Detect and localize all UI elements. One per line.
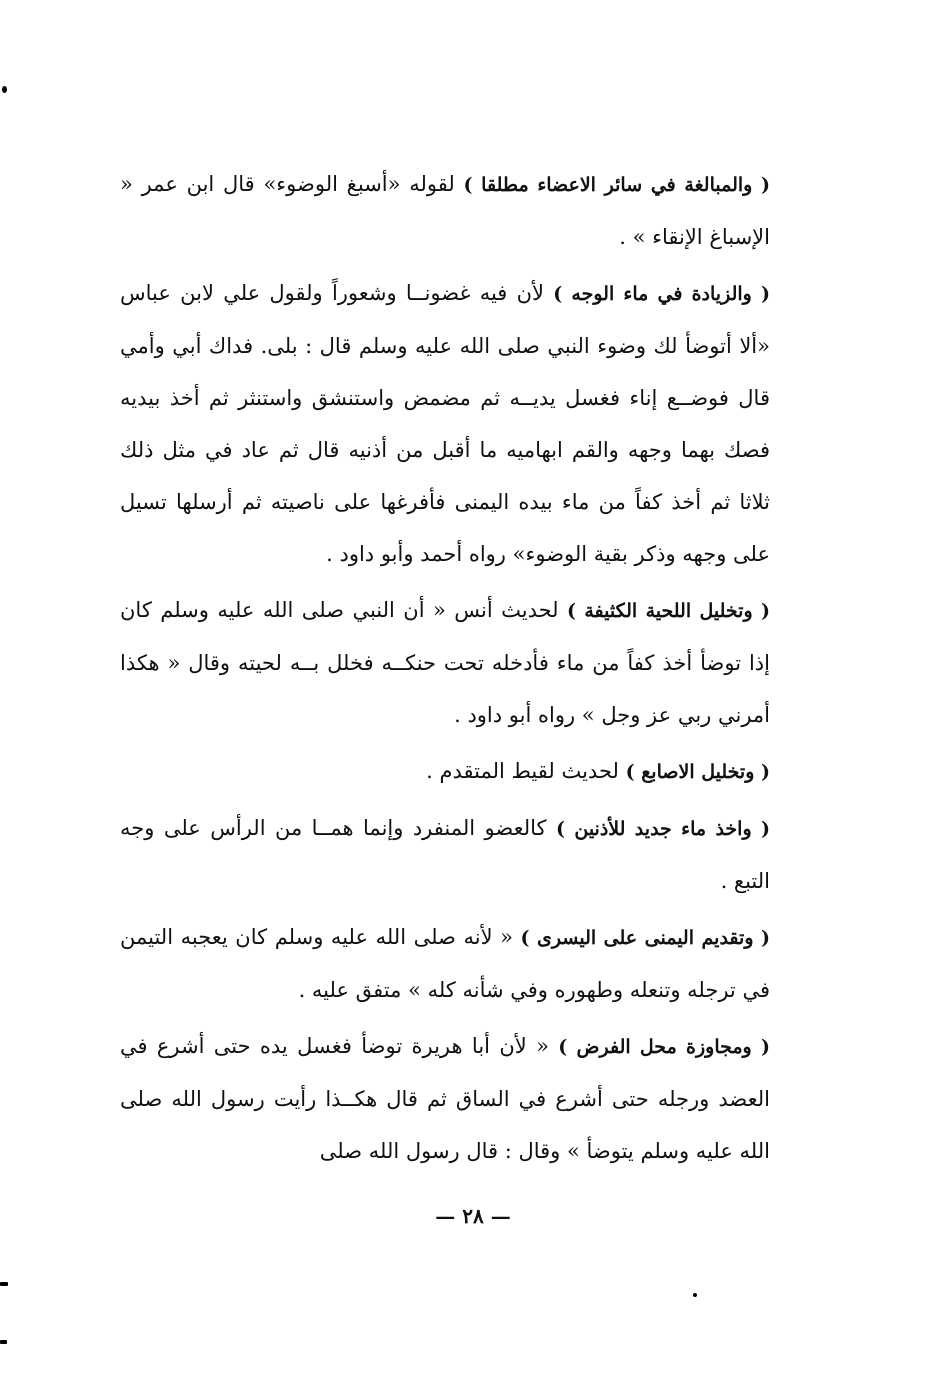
paragraph: [120, 584, 770, 741]
paragraph-term: ( وتخليل الاصابع ): [625, 761, 770, 783]
margin-mark: [0, 1282, 8, 1286]
paragraph-text: لحديث لقيط المتقدم .: [426, 759, 626, 783]
paragraph-text: لحديث أنس « أن النبي صلى الله عليه وسلم كان إذا توضأ أخذ كفاً من ماء فأدخله تحت حنكــه فخلل بــه لحيته وقال « هكذا أمرني ربي عز وجل » رواه أبو داود .: [120, 598, 770, 727]
paragraph-text: لقوله «أسبغ الوضوء» قال ابن عمر « الإسباغ الإنقاء » .: [120, 172, 770, 249]
paragraph: [120, 802, 770, 907]
paragraph-text: كالعضو المنفرد وإنما همــا من الرأس على وجه التبع .: [120, 816, 770, 893]
paragraph-text: « لأنه صلى الله عليه وسلم كان يعجبه التيمن في ترجله وتنعله وطهوره وفي شأنه كله » متفق عليه .: [120, 925, 770, 1002]
paragraph-term: ( والمبالغة في سائر الاعضاء مطلقا ): [463, 174, 770, 196]
margin-mark: [693, 1293, 697, 1297]
paragraph-term: ( وتخليل اللحية الكثيفة ): [567, 600, 770, 622]
paragraph: [120, 745, 770, 798]
body-text: [120, 158, 770, 1177]
paragraph: [120, 267, 770, 580]
margin-mark: [0, 1340, 7, 1344]
paragraph: [120, 911, 770, 1016]
paragraph-term: ( واخذ ماء جديد للأذنين ): [555, 818, 771, 840]
paragraph-term: ( والزيادة في ماء الوجه ): [553, 283, 770, 305]
paragraph: [120, 158, 770, 263]
paragraph-text: لأن فيه غضونــا وشعوراً ولقول علي لابن عباس «ألا أتوضأ لك وضوء النبي صلى الله عليه وسلم قال : بلى. فداك أبي وأمي قال فوضــع إناء فغسل يديــه ثم مضمض واستنشق واستنثر ثم أخذ بيديه فصك بهما وجهه والقم ابهاميه ما أقبل من أذنيه قال ثم عاد في مثل ذلك ثلاثا ثم أخذ كفاً من ماء بيده اليمنى فأفرغها على ناصيته ثم أرسلها تسيل على وجهه وذكر بقية الوضوء» رواه أحمد وأبو داود .: [120, 281, 770, 566]
paragraph: [120, 1020, 770, 1177]
paragraph-term: ( وتقديم اليمنى على اليسرى ): [520, 927, 770, 949]
paragraph-text: « لأن أبا هريرة توضأ فغسل يده حتى أشرع في العضد ورجله حتى أشرع في الساق ثم قال هكــذا رأيت رسول الله صلى الله عليه وسلم يتوضأ » وقال : قال رسول الله صلى: [120, 1034, 770, 1163]
page-number: — ٢٨ —: [435, 1204, 511, 1228]
margin-mark: [2, 86, 7, 93]
paragraph-term: ( ومجاوزة محل الفرض ): [558, 1036, 770, 1058]
